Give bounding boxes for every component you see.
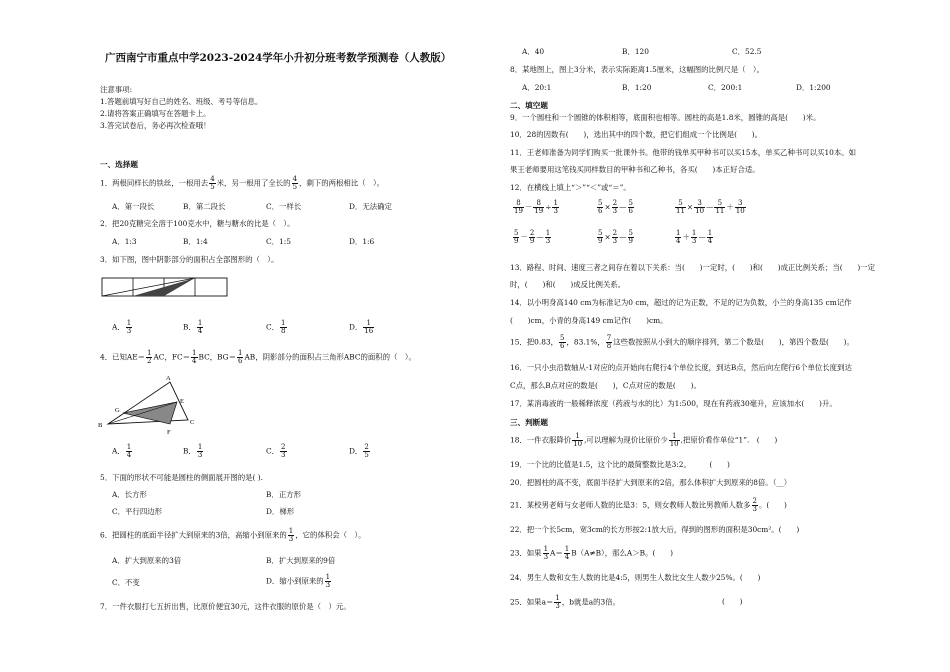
question-22: 22．把一个长5cm，宽3cm的长方形按2:1放大后，得到的图形的面积是30cm²。( ) <box>510 525 800 534</box>
option[interactable]: A．20:1 <box>522 83 552 92</box>
compare-expression: $\frac{5}{9}$ － $\frac{2}{9}$ — $\frac{1}{3}$ <box>514 229 551 245</box>
question-6: 6．把圆柱的底面半径扩大到原来的3倍，高缩小到原来的 $\frac{1}{3}$ ，它的体积会（ ）。 <box>100 527 366 543</box>
option[interactable]: B．1:4 <box>183 237 208 246</box>
question-1: 1．两根同样长的铁丝，一根用去 $\frac{4}{5}$ 米，另一根用了全长的 $\frac{4}{5}$ ，剩下的两根相比（ ）。 <box>100 175 385 191</box>
option[interactable]: A．1:3 <box>112 237 137 246</box>
note-item: 3.答完试卷后，务必再次检查哦！ <box>100 121 211 130</box>
option[interactable]: A．长方形 <box>112 490 147 499</box>
option[interactable]: C． $\frac{2}{3}$ <box>266 443 286 459</box>
option[interactable]: A．40 <box>522 47 545 56</box>
section-choice: 一、选择题 <box>100 160 138 169</box>
question-3: 3．如下图，图中阴影部分的面积占全部图形的（ ）。 <box>100 255 279 264</box>
question-16-cont: C点，那么B点对应的数是( )，C点对应的数是( )。 <box>510 381 701 390</box>
option[interactable]: D．1:6 <box>349 237 375 246</box>
compare-expression: $\frac{5}{9}$ × $\frac{2}{3}$ — $\frac{5}{9}$ <box>598 229 633 245</box>
option[interactable]: C．不变 <box>112 578 140 587</box>
question-10: 10．28的因数有( )，选出其中的四个数，把它们组成一个比例是( )。 <box>510 130 763 139</box>
question-2: 2．把20克糖完全溶于100克水中，糖与糖水的比是（ ）。 <box>100 219 295 228</box>
option[interactable]: D．缩小到原来的 $\frac{1}{3}$ <box>266 573 331 589</box>
label-f: F <box>167 429 171 436</box>
question-7: 7．一件衣服打七五折出售，比原价便宜30元，这件衣服的原价是（ ）元。 <box>100 602 351 611</box>
question-9: 9．一个圆柱和一个圆锥的体积相等，底面积也相等。圆柱的高是1.8米，圆锥的高是( )米。 <box>510 113 821 122</box>
page-title: 广西南宁市重点中学2023-2024学年小升初分班考数学预测卷（人教版） <box>105 52 452 64</box>
question-14: 14．以小明身高140 cm为标准记为0 cm，超过的记为正数，不足的记为负数，小兰的身高135 cm记作 <box>510 298 852 307</box>
question-12: 12．在横线上填上“＞”“＜”或“＝”。 <box>510 183 631 192</box>
question-18: 18．一件衣服降价 $\frac{1}{10}$ ,可以理解为现价比原价少 $\frac{1}{10}$ ,把原价看作单位“1”. ( ) <box>510 432 778 448</box>
label-b: B <box>98 422 103 429</box>
question-23: 23．如果 $\frac{1}{3}$ A＝ $\frac{1}{4}$ B（A≠B），那么A＞B。( ) <box>510 545 673 561</box>
label-a: A <box>166 375 171 382</box>
compare-expression: $\frac{5}{6}$ × $\frac{2}{3}$ — $\frac{5}{6}$ <box>598 199 633 215</box>
question-17: 17．某消毒液的一般稀释浓度（药液与水的比）为1:500，现在有药液30毫升，应该加水( )升。 <box>510 399 837 408</box>
option[interactable]: A． $\frac{1}{3}$ <box>112 319 132 335</box>
question-24: 24．男生人数和女生人数的比是4:5，则男生人数比女生人数少25%。( ) <box>510 573 761 582</box>
label-e: E <box>180 398 184 405</box>
label-g: G <box>115 407 120 414</box>
option[interactable]: D． $\frac{2}{5}$ <box>349 443 369 459</box>
option[interactable]: D．无法确定 <box>349 202 392 211</box>
compare-expression: $\frac{1}{4}$ ＋ $\frac{1}{3}$ — $\frac{1}{4}$ <box>676 229 713 245</box>
option[interactable]: A．第一段长 <box>112 202 155 211</box>
option[interactable]: B．正方形 <box>266 490 301 499</box>
question-11: 11．王老师准备为同学们购买一批课外书。他带的钱单买甲种书可以买15本，单买乙种书可以买10本。如 <box>510 148 857 157</box>
rectangle-figure <box>100 276 230 298</box>
option[interactable]: C．平行四边形 <box>112 507 162 516</box>
question-21: 21．某校男老师与女老师人数的比是3：5，则女教师人数比男教师人数多 $\frac{2}{3}$ 。( ) <box>510 497 787 513</box>
option[interactable]: D． $\frac{1}{16}$ <box>349 319 374 335</box>
question-13-cont: 时，( )和( )成反比例关系。 <box>510 280 626 289</box>
option[interactable]: D．梯形 <box>266 507 295 516</box>
option[interactable]: B．120 <box>622 47 649 56</box>
label-c: C <box>190 419 195 426</box>
option[interactable]: B．1:20 <box>622 83 652 92</box>
section-judge: 三、判断题 <box>510 418 548 427</box>
option[interactable]: C．一样长 <box>266 202 302 211</box>
option[interactable]: B． $\frac{1}{4}$ <box>183 319 203 335</box>
notes-heading: 注意事项: <box>100 85 133 94</box>
option[interactable]: C．200:1 <box>708 83 743 92</box>
question-14-cont: ( )cm，小青的身高149 cm记作( )cm。 <box>510 316 668 325</box>
option[interactable]: A． $\frac{1}{4}$ <box>112 443 132 459</box>
question-16: 16．一只小虫沿数轴从-1对应的点开始向右爬行4个单位长度，到达B点，然后向左爬行6个单位长度到达 <box>510 363 852 372</box>
question-8: 8．某地图上，图上3分米，表示实际距离1.5厘米，这幅图的比例尺是（ ）。 <box>510 65 764 74</box>
question-15: 15．把0.83， $\frac{5}{6}$ ，83.1%， $\frac{7}{8}$ 这些数按照从小到大的顺序排列，第二个数是( )，第四个数是( )。 <box>510 334 854 350</box>
question-20: 20．把圆柱的高不变，底面半径扩大到原来的2倍，那么体积扩大到原来的8倍。（__） <box>510 478 792 487</box>
option[interactable]: C． $\frac{1}{8}$ <box>266 319 286 335</box>
question-5: 5．下面的形状不可能是圆柱的侧面展开图的是( ). <box>100 473 263 482</box>
option[interactable]: B． $\frac{1}{3}$ <box>183 443 203 459</box>
answer-blank[interactable]: ( ) <box>722 597 743 606</box>
compare-expression: $\frac{5}{11}$ × $\frac{3}{10}$ — $\frac{5}{11}$ ＋ $\frac{3}{10}$ <box>676 199 745 215</box>
question-25: 25．如果a＝ $\frac{1}{3}$ ，b就是a的3倍。 <box>510 594 621 610</box>
question-19: 19．一个比的比值是1.5，这个比的最简整数比是3:2。 ( ) <box>510 460 730 469</box>
section-fill: 二、填空题 <box>510 101 548 110</box>
option[interactable]: A．扩大到原来的3倍 <box>112 556 182 565</box>
question-13: 13．路程、时间、速度三者之间存在着以下关系：当( )一定时，( )和( )成正比例关系；当( )一定 <box>510 263 876 272</box>
note-item: 1.答题前填写好自己的姓名、班级、考号等信息。 <box>100 97 263 106</box>
note-item: 2.请将答案正确填写在答题卡上。 <box>100 109 211 118</box>
option[interactable]: D．1:200 <box>796 83 831 92</box>
compare-expression: $\frac{8}{19}$ － $\frac{8}{19}$ ÷ $\frac{1}{3}$ <box>514 199 558 215</box>
option[interactable]: C．52.5 <box>732 47 762 56</box>
option[interactable]: B．扩大到原来的9倍 <box>266 556 336 565</box>
option[interactable]: C．1:5 <box>266 237 291 246</box>
question-4: 4．已知AE＝ $\frac{1}{2}$ AC，FC＝ $\frac{1}{4}$ BC，BG＝ $\frac{1}{6}$ AB，阴影部分的面积占三角形ABC的面积的（ ）。 <box>100 349 416 365</box>
option[interactable]: B．第二段长 <box>183 202 226 211</box>
triangle-figure <box>98 372 208 438</box>
question-11-cont: 果王老师要用这笔钱买同样数目的甲种书和乙种书，各买( )本正好合适。 <box>510 165 760 174</box>
